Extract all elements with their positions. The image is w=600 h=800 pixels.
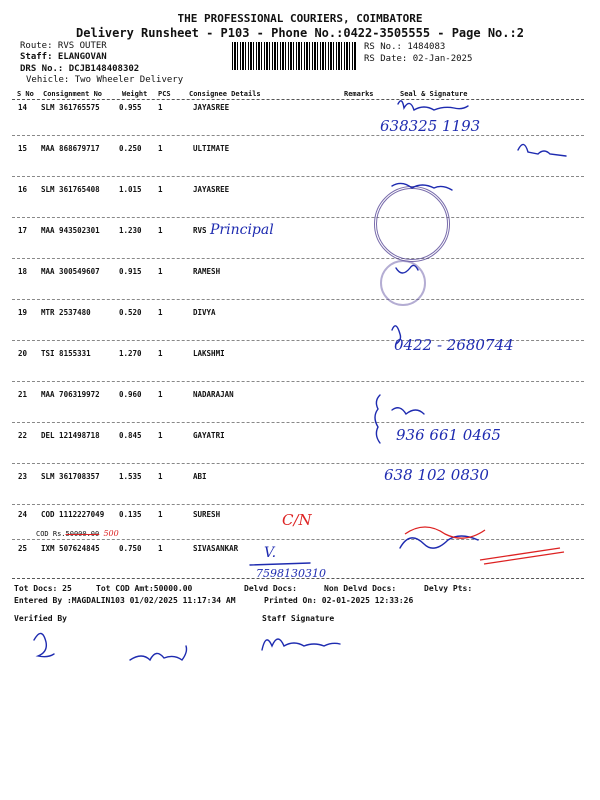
staff-label: Staff: ELANGOVAN [20, 52, 107, 62]
row-pcs: 1 [158, 472, 163, 481]
col-consignee: Consignee Details [189, 90, 261, 98]
row-weight: 0.750 [119, 544, 142, 553]
company-title: THE PROFESSIONAL COURIERS, COIMBATORE [177, 12, 423, 25]
row-consignment: DEL 121498718 [41, 431, 100, 440]
delivery-points: Delvy Pts: [424, 584, 473, 593]
row-pcs: 1 [158, 390, 163, 399]
row-sno: 21 [18, 390, 28, 399]
row-weight: 0.250 [119, 144, 142, 153]
total-docs: Tot Docs: 25 [14, 584, 72, 593]
handwritten-cn: C/N [282, 511, 312, 529]
rs-number: RS No.: 1484083 [364, 42, 446, 52]
row-pcs: 1 [158, 308, 163, 317]
row-pcs: 1 [158, 103, 163, 112]
printed-on: Printed On: 02-01-2025 12:33:26 [264, 596, 414, 605]
row-sno: 15 [18, 144, 28, 153]
row-consignment: SLM 361765575 [41, 103, 100, 112]
row-consignment: MAA 868679717 [41, 144, 100, 153]
cod-amount: 50000.00 [65, 530, 100, 538]
row-pcs: 1 [158, 226, 163, 235]
route-label: Route: RVS OUTER [20, 41, 107, 51]
row-pcs: 1 [158, 349, 163, 358]
row-pcs: 1 [158, 431, 163, 440]
row-consignee: NADARAJAN [193, 390, 234, 399]
verified-by-label: Verified By [14, 614, 67, 623]
row-pcs: 1 [158, 144, 163, 153]
rs-date: RS Date: 02-Jan-2025 [364, 54, 473, 64]
row-pcs: 1 [158, 267, 163, 276]
runsheet-subtitle: Delivery Runsheet - P103 - Phone No.:0422-3505555 - Page No.:2 [76, 26, 524, 40]
row-pcs: 1 [158, 544, 163, 553]
drs-label: DRS No.: DCJB148408302 [20, 64, 140, 74]
col-consignment: Consignment No [43, 90, 103, 98]
row-consignment: IXM 507624845 [41, 544, 100, 553]
row-consignee: JAYASREE [193, 103, 230, 112]
row-sno: 16 [18, 185, 28, 194]
row-consignee: LAKSHMI [193, 349, 225, 358]
entered-by: Entered By :MAGDALIN103 01/02/2025 11:17:34 AM [14, 596, 236, 605]
row-consignee: SURESH [193, 510, 221, 519]
row-sno: 14 [18, 103, 28, 112]
staff-signature-label: Staff Signature [262, 614, 335, 623]
total-cod-amount: Tot COD Amt:50000.00 [96, 584, 193, 593]
row-consignee: GAYATRI [193, 431, 225, 440]
row-consignee: RVS [193, 226, 207, 235]
handwritten-phone-14: 638325 1193 [380, 117, 481, 135]
row-sno: 22 [18, 431, 28, 440]
col-pcs: PCS [158, 90, 171, 98]
col-remarks: Remarks [344, 90, 374, 98]
row-sno: 24 [18, 510, 28, 519]
row-sno: 18 [18, 267, 28, 276]
handwritten-phone-20: 0422 - 2680744 [394, 336, 514, 354]
row-consignee: DIVYA [193, 308, 216, 317]
row-consignee: ULTIMATE [193, 144, 230, 153]
row-sno: 25 [18, 544, 28, 553]
row-consignee: ABI [193, 472, 207, 481]
handwritten-phone-23: 638 102 0830 [384, 466, 489, 484]
row-weight: 0.960 [119, 390, 142, 399]
row-consignment: MAA 300549607 [41, 267, 100, 276]
row-sno: 23 [18, 472, 28, 481]
col-weight: Weight [122, 90, 148, 98]
handwritten-principal: Principal [210, 222, 274, 238]
row-weight: 0.845 [119, 431, 142, 440]
row-consignment: MTR 2537480 [41, 308, 91, 317]
non-delivered-docs: Non Delvd Docs: [324, 584, 397, 593]
vehicle-label: Vehicle: Two Wheeler Delivery [26, 75, 184, 85]
handwritten-phone-22: 936 661 0465 [396, 426, 501, 444]
row-sno: 20 [18, 349, 28, 358]
row-weight: 1.230 [119, 226, 142, 235]
row-sno: 19 [18, 308, 28, 317]
col-seal-signature: Seal & Signature [400, 90, 468, 98]
row-consignee: RAMESH [193, 267, 221, 276]
handwritten-phone-25: 7598130310 [256, 567, 326, 580]
row-consignee: SIVASANKAR [193, 544, 239, 553]
col-sno: S No [17, 90, 34, 98]
row-consignment: SLM 361765408 [41, 185, 100, 194]
row-weight: 1.270 [119, 349, 142, 358]
row-consignee: JAYASREE [193, 185, 230, 194]
row-weight: 0.955 [119, 103, 142, 112]
row-pcs: 1 [158, 510, 163, 519]
row-consignment: SLM 361708357 [41, 472, 100, 481]
delivered-docs: Delvd Docs: [244, 584, 297, 593]
row-consignment: TSI 8155331 [41, 349, 91, 358]
row-weight: 1.535 [119, 472, 142, 481]
row-pcs: 1 [158, 185, 163, 194]
cod-label: COD Rs. [36, 530, 66, 538]
row-consignment: MAA 706319972 [41, 390, 100, 399]
row-weight: 0.520 [119, 308, 142, 317]
row-consignment: MAA 943502301 [41, 226, 100, 235]
row-sno: 17 [18, 226, 28, 235]
row-weight: 0.915 [119, 267, 142, 276]
handwritten-v: V. [264, 545, 277, 561]
cod-handwritten: 500 [103, 529, 119, 538]
row-consignment: COD 1112227049 [41, 510, 105, 519]
row-weight: 0.135 [119, 510, 142, 519]
row-weight: 1.015 [119, 185, 142, 194]
